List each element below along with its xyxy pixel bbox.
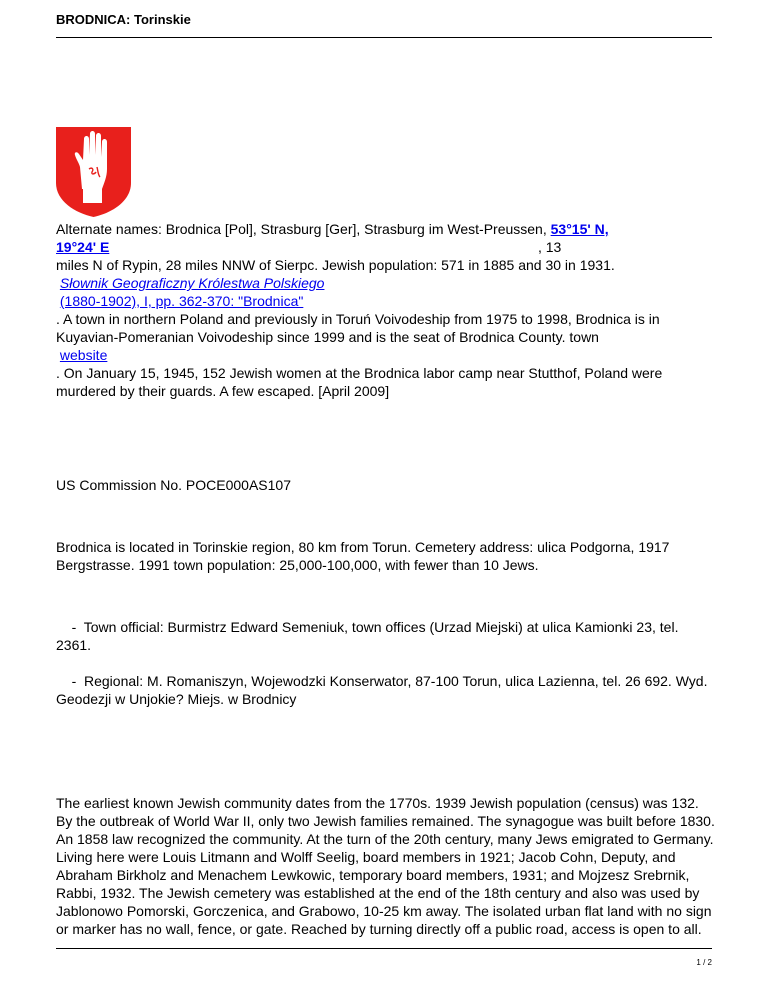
coordinates-east-link[interactable]: 19°24' E (56, 239, 110, 255)
miles-text: miles N of Rypin, 28 miles NNW of Sierpc. Jewish population: 571 in 1885 and 30 in 1931. (56, 257, 615, 273)
history-paragraph: The earliest known Jewish community dates from the 1770s. 1939 Jewish population (census) was 132. By the outbreak of World War II, only two Jewish families remained. The synagogue was built before 1830. An 1858 law recognized the community. At the turn of the 20th century, many Jews emigrated to Germany. Living here were Louis Litmann and Wolff Seelig, board members in 1921; Jacob Cohn, Deputy, and Abraham Birkholz and Menachem Lewkowic, temporary board members, 1931; and Mojzesz Srebrnik, Rabbi, 1932. The Jewish cemetery was established at the end of the 18th century and also was used by Jablonowo Pomorski, Gorczenica, and Grabowo, 10-25 km away. The isolated urban flat land with no sign or marker has no wall, fence, or gate. Reached by turning directly off a public road, access is open to all. (56, 795, 715, 937)
coat-of-arms-icon (54, 125, 133, 218)
alternate-names-text: Alternate names: Brodnica [Pol], Strasburg [Ger], Strasburg im West-Preussen, (56, 221, 551, 237)
page-number: 1 / 2 (696, 958, 712, 967)
contact-town-official: - Town official: Burmistrz Edward Semeniuk, town offices (Urzad Miejski) at ulica Kamionki 23, tel. 2361. (56, 619, 683, 653)
header-rule (56, 37, 712, 38)
stutthof-text: . On January 15, 1945, 152 Jewish women at the Brodnica labor camp near Stutthof, Poland were murdered by their guards. A few escaped. [April 2009] (56, 365, 663, 399)
intro-paragraph (56, 220, 716, 400)
after-coordinates-text: , 13 (537, 239, 562, 255)
commission-number: US Commission No. POCE000AS107 (56, 477, 291, 493)
slownik-link[interactable]: Słownik Geograficzny Królestwa Polskiego (59, 275, 325, 291)
page-header-title: BRODNICA: Torinskie (56, 12, 191, 27)
footer-rule (56, 948, 712, 949)
slownik-pages-link[interactable]: (1880-1902), I, pp. 362-370: "Brodnica" (59, 293, 304, 309)
town-description-text: . A town in northern Poland and previously in Toruń Voivodeship from 1975 to 1998, Brodnica is in Kuyavian-Pomeranian Voivodeship since 1999 and is the seat of Brodnica County. town (56, 311, 660, 345)
contact-regional: - Regional: M. Romaniszyn, Wojewodzki Konserwator, 87-100 Torun, ulica Lazienna, tel. 26 692. Wyd. Geodezji w Unjokie? Miejs. w Brodnicy (56, 673, 712, 707)
coordinates-north-link[interactable]: 53°15' N, (550, 221, 609, 237)
town-website-link[interactable]: website (59, 347, 108, 363)
location-paragraph: Brodnica is located in Torinskie region, 80 km from Torun. Cemetery address: ulica Podgorna, 1917 Bergstrasse. 1991 town population: 25,000-100,000, with fewer than 10 Jews. (56, 539, 670, 573)
article-body (56, 220, 716, 938)
